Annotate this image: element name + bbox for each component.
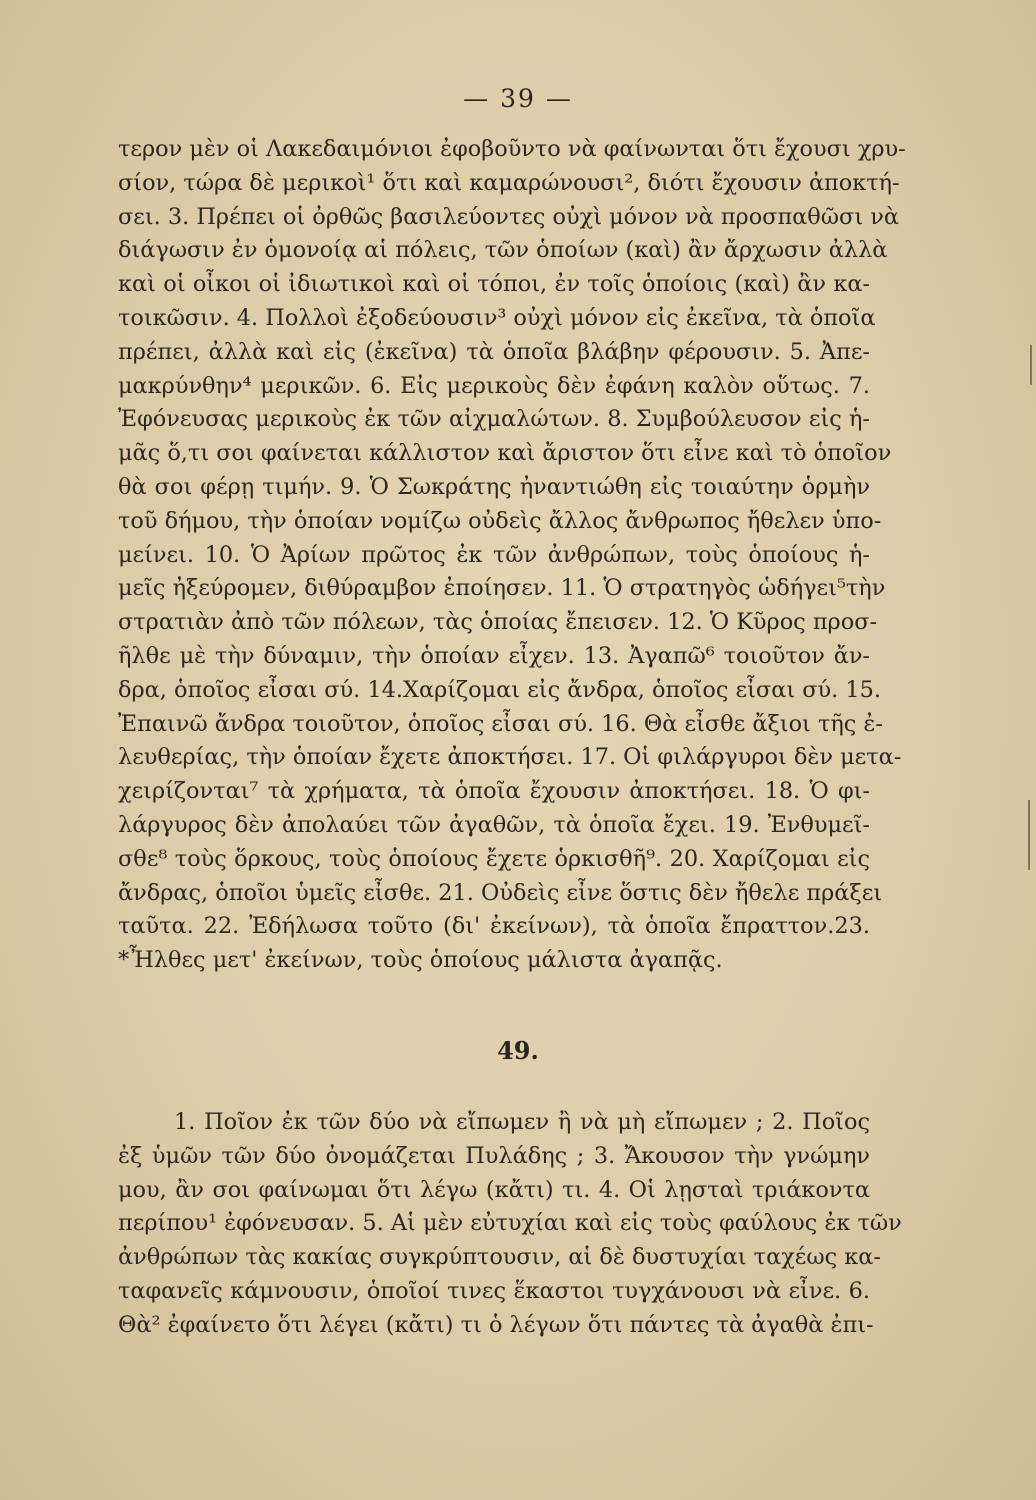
text-line: σθε⁸ τοὺς ὅρκους, τοὺς ὁποίους ἔχετε ὁρκισθῆ⁹. 20. Χαρίζομαι εἰς xyxy=(118,845,870,872)
text-line: θὰ σοι φέρῃ τιμήν. 9. Ὁ Σωκράτης ἠναντιώθη εἰς τοιαύτην ὁρμὴν xyxy=(118,473,870,500)
exercise-49-body xyxy=(118,1106,902,1343)
exercise-49-heading: 49. xyxy=(497,1036,539,1065)
text-line: περίπου¹ ἐφόνευσαν. 5. Αἱ μὲν εὐτυχίαι καὶ εἰς τοὺς φαύλους ἐκ τῶν xyxy=(118,1210,902,1237)
text-line: τοικῶσιν. 4. Πολλοὶ ἐξοδεύουσιν³ οὐχὶ μόνον εἰς ἐκεῖνα, τὰ ὁποῖα xyxy=(118,304,876,331)
text-line: μακρύνθην⁴ μερικῶν. 6. Εἰς μερικοὺς δὲν ἐφάνη καλὸν οὕτως. 7. xyxy=(118,372,870,399)
text-line: *Ἦλθες μετ' ἐκείνων, τοὺς ὁποίους μάλιστα ἀγαπᾷς. xyxy=(118,947,723,974)
text-line: ἀνθρώπων τὰς κακίας συγκρύπτουσιν, αἱ δὲ δυστυχίαι ταχέως κα- xyxy=(118,1244,881,1271)
text-line: 1. Ποῖον ἐκ τῶν δύο νὰ εἴπωμεν ἢ νὰ μὴ εἴπωμεν ; 2. Ποῖος xyxy=(174,1109,870,1135)
exercise-48-body xyxy=(118,133,906,978)
text-line: χειρίζονται⁷ τὰ χρήματα, τὰ ὁποῖα ἔχουσιν ἀποκτήσει. 18. Ὁ φι- xyxy=(118,778,870,805)
text-line: σει. 3. Πρέπει οἱ ὀρθῶς βασιλεύοντες οὐχὶ μόνον νὰ προσπαθῶσι νὰ xyxy=(118,203,899,230)
text-line: μου, ἂν σοι φαίνωμαι ὅτι λέγω (κἄτι) τι. 4. Οἱ λῃσταὶ τριάκοντα xyxy=(118,1176,870,1203)
text-line: μᾶς ὅ,τι σοι φαίνεται κάλλιστον καὶ ἄριστον ὅτι εἶνε καὶ τὸ ὁποῖον xyxy=(118,440,892,467)
text-line: τερον μὲν οἱ Λακεδαιμόνιοι ἐφοβοῦντο νὰ φαίνωνται ὅτι ἔχουσι χρυ- xyxy=(118,136,906,162)
text-line: μεῖς ἠξεύρομεν, διθύραμβον ἐποίησεν. 11. Ὁ στρατηγὸς ὡδήγει⁵τὴν xyxy=(118,575,886,602)
margin-ink-mark xyxy=(1030,345,1032,385)
text-line: Θὰ² ἐφαίνετο ὅτι λέγει (κἄτι) τι ὁ λέγων ὅτι πάντες τὰ ἀγαθὰ ἐπι- xyxy=(118,1311,874,1338)
text-line: ῆλθε μὲ τὴν δύναμιν, τὴν ὁποίαν εἶχεν. 13. Ἀγαπῶ⁶ τοιοῦτον ἄν- xyxy=(118,642,870,669)
text-line: μείνει. 10. Ὁ Ἀρίων πρῶτος ἐκ τῶν ἀνθρώπων, τοὺς ὁποίους ἡ- xyxy=(118,541,870,568)
margin-ink-mark xyxy=(1028,800,1030,870)
text-line: καὶ οἱ οἶκοι οἱ ἰδιωτικοὶ καὶ οἱ τόποι, ἐν τοῖς ὁποίοις (καὶ) ἂν κα- xyxy=(118,271,870,298)
text-line: ἄνδρας, ὁποῖοι ὑμεῖς εἶσθε. 21. Οὐδεὶς εἶνε ὅστις δὲν ἤθελε πράξει xyxy=(118,879,883,906)
text-line: πρέπει, ἀλλὰ καὶ εἰς (ἐκεῖνα) τὰ ὁποῖα βλάβην φέρουσιν. 5. Ἀπε- xyxy=(118,338,870,365)
text-line: Ἐφόνευσας μερικοὺς ἐκ τῶν αἰχμαλώτων. 8. Συμβούλευσον εἰς ἡ- xyxy=(118,406,870,433)
text-line: ταφανεῖς κάμνουσιν, ὁποῖοί τινες ἕκαστοι τυγχάνουσι νὰ εἶνε. 6. xyxy=(118,1277,870,1304)
text-line: σίον, τώρα δὲ μερικοὶ¹ ὅτι καὶ καμαρώνουσι², διότι ἔχουσιν ἀποκτή- xyxy=(118,169,900,196)
page-number: — 39 — xyxy=(463,84,573,113)
text-line: στρατιὰν ἀπὸ τῶν πόλεων, τὰς ὁποίας ἔπεισεν. 12. Ὁ Κῦρος προσ- xyxy=(118,609,878,636)
text-line: ταῦτα. 22. Ἐδήλωσα τοῦτο (δι' ἐκείνων), τὰ ὁποῖα ἔπραττον.23. xyxy=(118,913,870,940)
text-line: λάργυρος δὲν ἀπολαύει τῶν ἀγαθῶν, τὰ ὁποῖα ἔχει. 19. Ἐνθυμεῖ- xyxy=(118,811,870,838)
text-line: ἐξ ὑμῶν τῶν δύο ὀνομάζεται Πυλάδης ; 3. Ἄκουσον τὴν γνώμην xyxy=(118,1142,870,1169)
text-line: λευθερίας, τὴν ὁποίαν ἔχετε ἀποκτήσει. 17. Οἱ φιλάργυροι δὲν μετα- xyxy=(118,744,902,771)
text-line: δρα, ὁποῖος εἶσαι σύ. 14.Χαρίζομαι εἰς ἄνδρα, ὁποῖος εἶσαι σύ. 15. xyxy=(118,676,881,703)
text-line: Ἐπαινῶ ἄνδρα τοιοῦτον, ὁποῖος εἶσαι σύ. 16. Θὰ εἶσθε ἄξιοι τῆς ἐ- xyxy=(118,710,883,737)
text-line: διάγωσιν ἐν ὁμονοίᾳ αἱ πόλεις, τῶν ὁποίων (καὶ) ἂν ἄρχωσιν ἀλλὰ xyxy=(118,237,888,264)
text-line: τοῦ δήμου, τὴν ὁποίαν νομίζω οὐδεὶς ἄλλος ἄνθρωπος ἤθελεν ὑπο- xyxy=(118,507,882,534)
